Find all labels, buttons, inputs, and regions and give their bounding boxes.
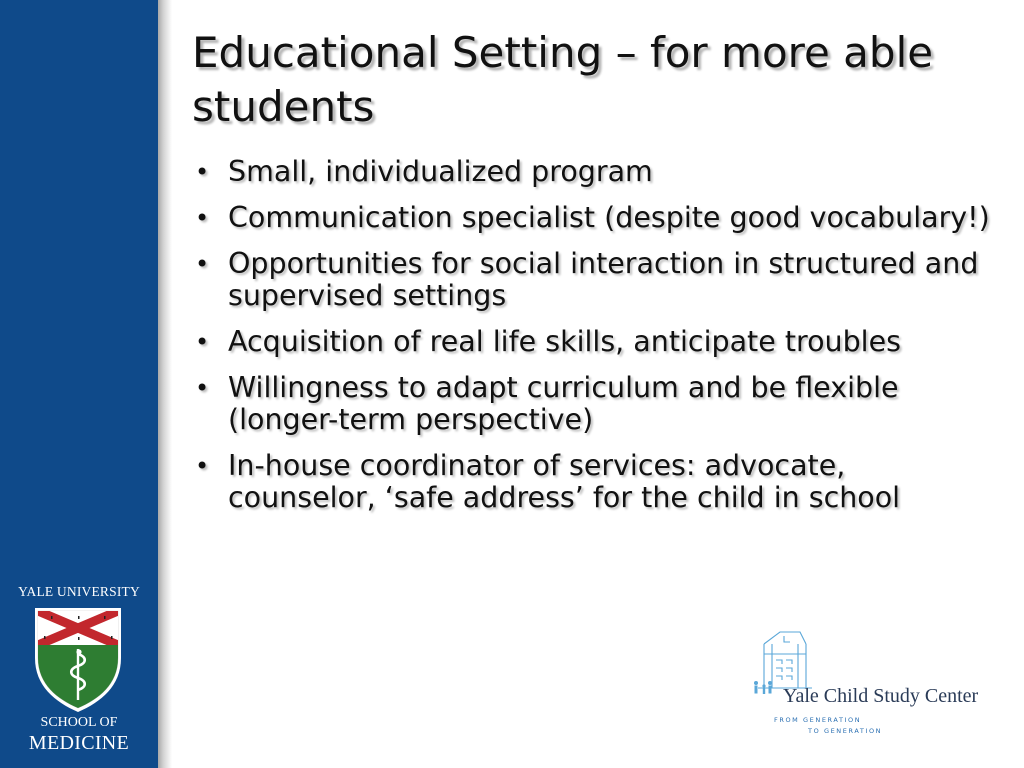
bullet-text: Communication specialist (despite good vocabulary!) xyxy=(228,201,990,234)
bullet-list xyxy=(192,156,992,528)
bullet-item xyxy=(192,156,992,188)
bullet-dot-icon: • xyxy=(195,452,210,480)
medicine-label: MEDICINE xyxy=(28,732,130,754)
bullet-text: In-house coordinator of services: advocate, counselor, ‘safe address’ for the child in school xyxy=(228,449,901,514)
bullet-dot-icon: • xyxy=(195,250,210,278)
bullet-text: Small, individualized program xyxy=(228,155,653,188)
bullet-text: Acquisition of real life skills, anticipate troubles xyxy=(228,325,901,358)
slide-title: Educational Setting – for more able students xyxy=(192,28,934,131)
yale-university-label: YALE UNIVERSITY xyxy=(18,584,140,599)
bullet-dot-icon: • xyxy=(195,204,210,232)
bullet-item xyxy=(192,248,992,312)
bullet-dot-icon: • xyxy=(195,374,210,402)
sidebar-shadow xyxy=(158,0,172,768)
school-of-label: SCHOOL OF xyxy=(40,715,118,730)
bullet-item xyxy=(192,450,992,514)
bullet-text: Opportunities for social interaction in structured and supervised settings xyxy=(228,247,979,312)
bullet-item xyxy=(192,372,992,436)
bullet-dot-icon: • xyxy=(195,328,210,356)
bullet-text: Willingness to adapt curriculum and be flexible (longer-term perspective) xyxy=(228,371,899,436)
sidebar-band xyxy=(0,0,158,768)
bullet-item xyxy=(192,202,992,234)
bullet-item xyxy=(192,326,992,358)
tagline-line-2: TO GENERATION xyxy=(808,727,883,735)
tagline-line-1: FROM GENERATION xyxy=(774,716,862,724)
child-study-center-name: Yale Child Study Center xyxy=(783,685,979,707)
yale-medicine-shield-icon xyxy=(29,604,127,714)
bullet-dot-icon: • xyxy=(195,158,210,186)
